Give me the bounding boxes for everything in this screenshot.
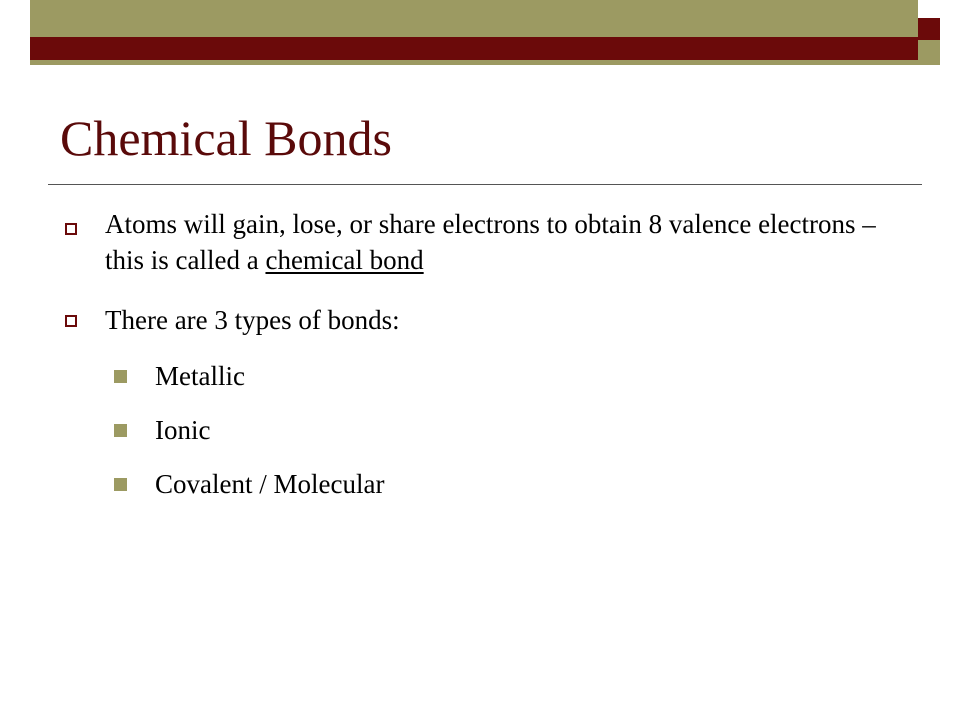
sub-item-metallic: Metallic (155, 361, 245, 391)
header-band-olive-top (0, 0, 960, 37)
header-band-maroon (0, 37, 960, 60)
bullet-text: Atoms will gain, lose, or share electrons to obtain 8 valence electrons – this is called a (105, 209, 876, 275)
filled-square-bullet-icon (114, 370, 127, 383)
filled-square-bullet-icon (114, 478, 127, 491)
title-divider (48, 184, 922, 185)
header-corner-square-olive (918, 40, 940, 62)
sub-item-ionic: Ionic (155, 415, 211, 445)
header-right-gap (940, 0, 960, 65)
header-band-olive-bottom (0, 60, 960, 65)
bullet-bond-types: There are 3 types of bonds: (105, 305, 400, 335)
filled-square-bullet-icon (114, 424, 127, 437)
header-corner-square-maroon (918, 18, 940, 40)
hollow-square-bullet-icon (65, 315, 77, 327)
slide-title: Chemical Bonds (60, 110, 392, 166)
header-left-gap (0, 0, 30, 65)
header-corner-gap (918, 0, 940, 18)
hollow-square-bullet-icon (65, 223, 77, 235)
bullet-atoms-electrons (105, 206, 895, 278)
sub-item-covalent: Covalent / Molecular (155, 469, 385, 499)
chemical-bond-term: chemical bond (265, 245, 424, 275)
